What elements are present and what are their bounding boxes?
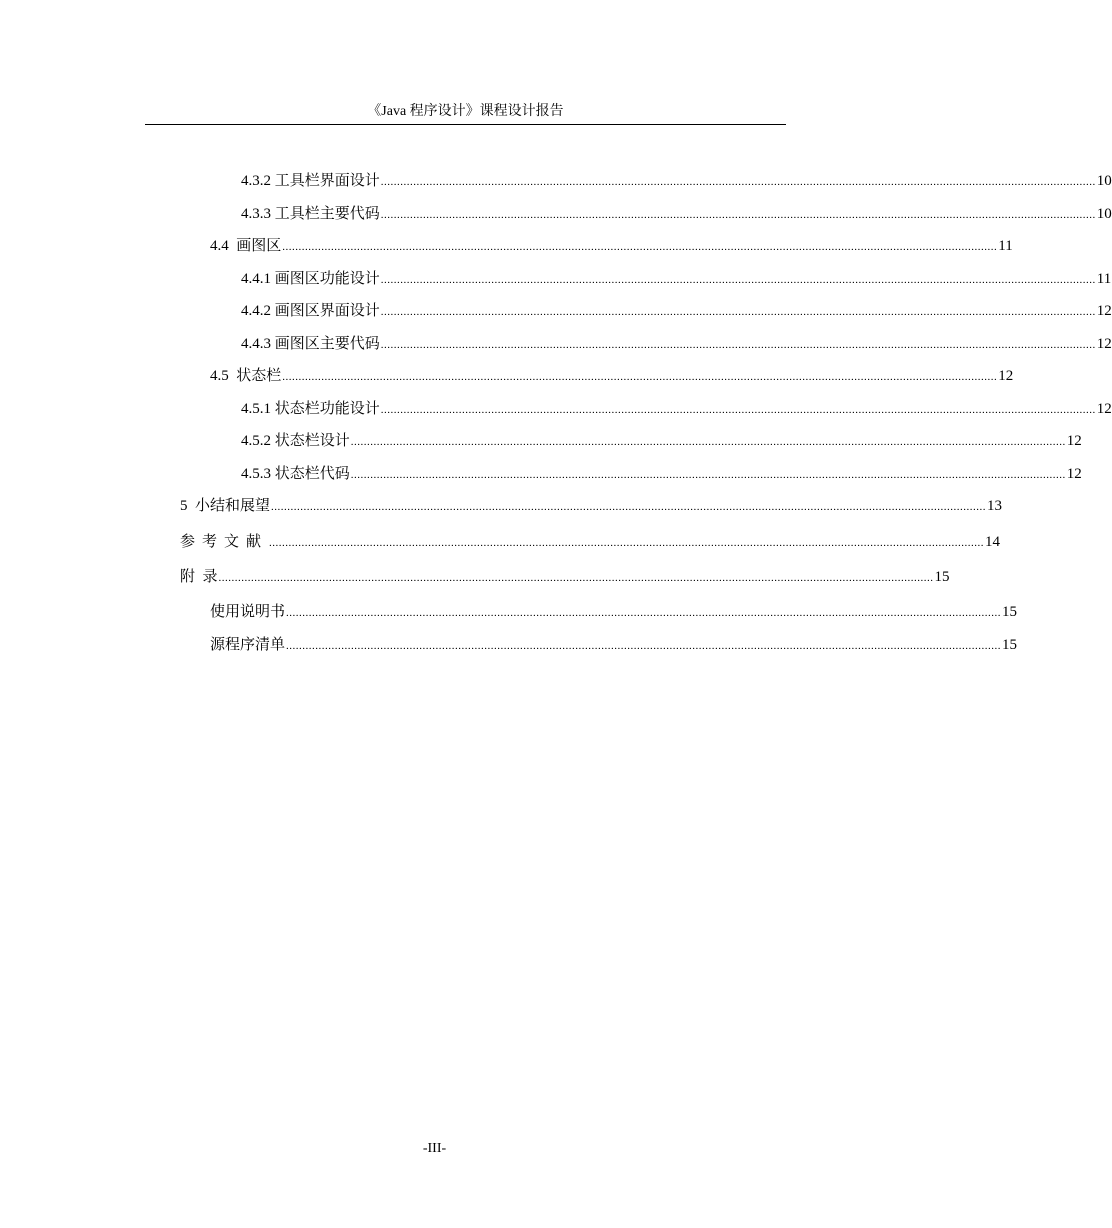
toc-entry[interactable] [241,204,1112,225]
toc-entry[interactable] [210,635,1018,656]
toc-entry-label: 5 小结和展望 [180,498,271,514]
running-header: 《Java 程序设计》课程设计报告 [367,104,564,119]
toc-entry[interactable] [180,496,1003,517]
toc-entry-label: 4.5.3 状态栏代码 [241,466,350,482]
toc-leader-dots: ............................................................................................................................................................................................................................ [380,176,1096,188]
toc-entry-label: 4.5 状态栏 [210,368,282,384]
toc-entry[interactable] [180,532,1001,553]
toc-entry-label: 源程序清单 [210,637,286,653]
toc-entry[interactable] [241,399,1112,420]
toc-leader-dots: ............................................................................................................................................................................................................................ [286,640,1002,652]
toc-leader-dots: ............................................................................................................................................................................................................................ [271,501,987,513]
toc-entry[interactable] [210,366,1014,387]
toc-leader-dots: ............................................................................................................................................................................................................................ [380,274,1096,286]
toc-leader-dots: ............................................................................................................................................................................................................................ [380,209,1096,221]
toc-entry-page: 12 [1066,466,1082,482]
toc-leader-dots: ............................................................................................................................................................................................................................ [350,469,1066,481]
toc-entry[interactable] [241,301,1112,322]
toc-entry-label: 4.4.3 画图区主要代码 [241,336,380,352]
header-rule [145,124,786,125]
toc-entry[interactable] [241,269,1112,290]
toc-entry-label: 4.4.1 画图区功能设计 [241,271,380,287]
toc-entry-page: 11 [998,238,1013,254]
toc-entry[interactable] [241,171,1112,192]
toc-entry-label: 4.5.2 状态栏设计 [241,433,350,449]
toc-entry-label: 附 录 [180,569,218,585]
toc-entry-label: 参考文献 [180,534,269,550]
toc-entry-page: 10 [1096,173,1112,189]
toc-entry-label: 4.3.2 工具栏界面设计 [241,173,380,189]
toc-entry-page: 13 [987,498,1003,514]
toc-entry-page: 15 [934,569,950,585]
toc-entry-page: 14 [985,534,1001,550]
toc-entry-label: 4.4.2 画图区界面设计 [241,303,380,319]
toc-leader-dots: ............................................................................................................................................................................................................................ [286,607,1002,619]
toc-leader-dots: ............................................................................................................................................................................................................................ [218,572,934,584]
toc-entry-page: 10 [1096,206,1112,222]
toc-entry-page: 15 [1002,604,1018,620]
toc-entry-page: 12 [998,368,1014,384]
toc-entry[interactable] [210,236,1013,257]
toc-entry-page: 12 [1096,401,1112,417]
toc-leader-dots: ............................................................................................................................................................................................................................ [282,241,998,253]
toc-leader-dots: ............................................................................................................................................................................................................................ [350,436,1066,448]
toc-entry-label: 4.3.3 工具栏主要代码 [241,206,380,222]
toc-entry[interactable] [241,334,1112,355]
toc-entry-page: 12 [1096,303,1112,319]
toc-entry-page: 15 [1002,637,1018,653]
toc-entry[interactable] [180,567,950,588]
toc-entry[interactable] [241,464,1082,485]
toc-entry[interactable] [241,431,1082,452]
toc-leader-dots: ............................................................................................................................................................................................................................ [269,537,985,549]
toc-entry-label: 使用说明书 [210,604,286,620]
toc-entry-label: 4.4 画图区 [210,238,282,254]
toc-entry-page: 11 [1096,271,1112,287]
toc-leader-dots: ............................................................................................................................................................................................................................ [282,371,998,383]
toc-entry-page: 12 [1096,336,1112,352]
toc-leader-dots: ............................................................................................................................................................................................................................ [380,339,1096,351]
toc-entry[interactable] [210,602,1018,623]
toc-entry-label: 4.5.1 状态栏功能设计 [241,401,380,417]
toc-entry-page: 12 [1066,433,1082,449]
toc-leader-dots: ............................................................................................................................................................................................................................ [380,306,1096,318]
page-number: -III- [422,1141,447,1156]
toc-leader-dots: ............................................................................................................................................................................................................................ [380,404,1096,416]
